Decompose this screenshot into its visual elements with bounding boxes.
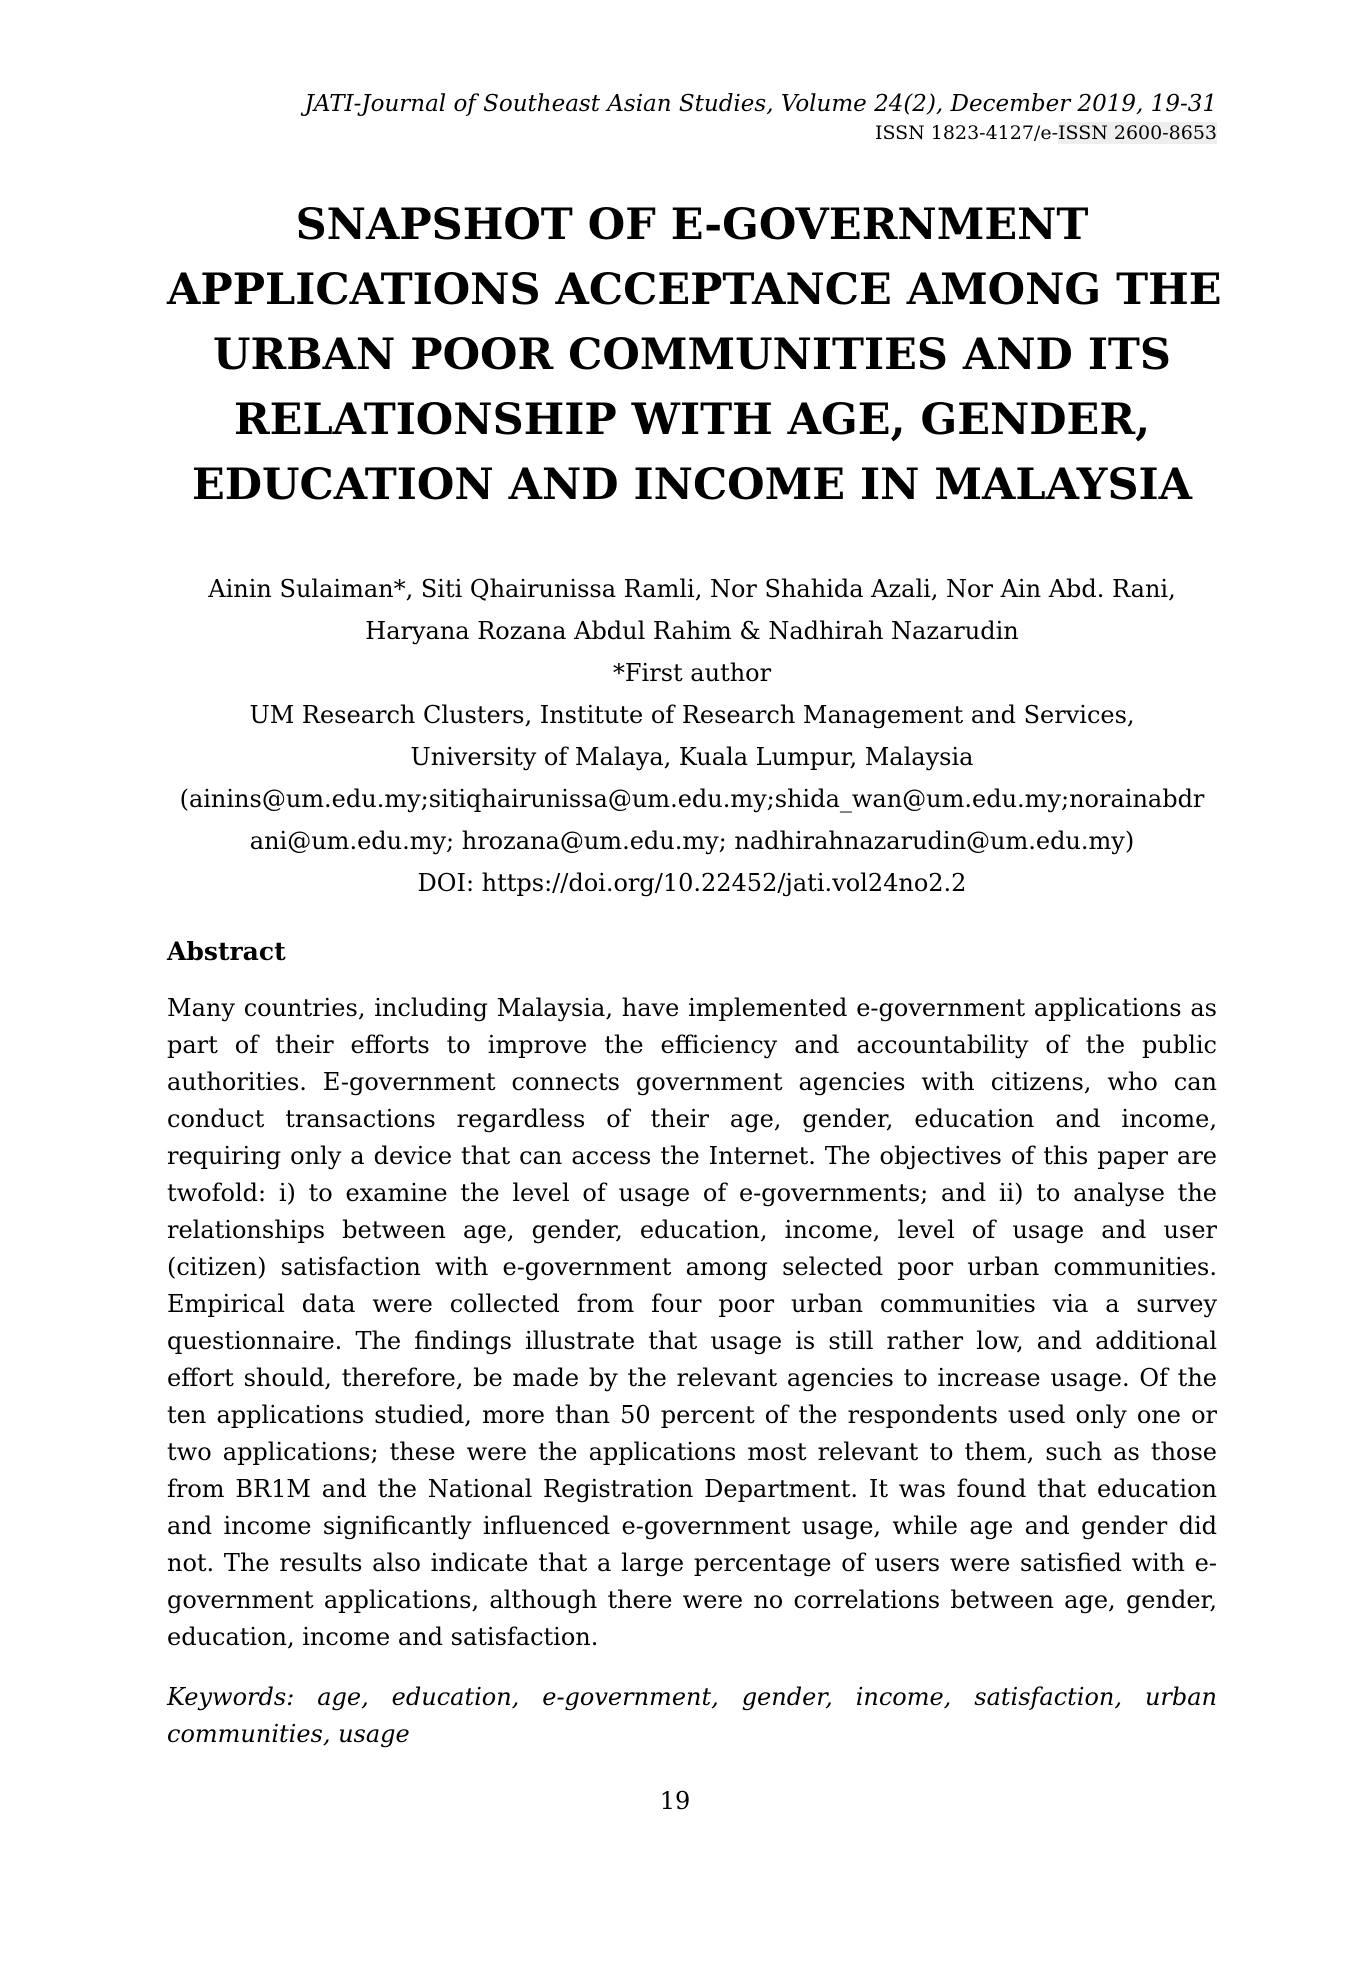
paper-title	[167, 193, 1222, 518]
doi-line: DOI: https://doi.org/10.22452/jati.vol24no2.2	[417, 869, 967, 897]
title-line-3: URBAN POOR COMMUNITIES AND ITS	[213, 330, 1171, 380]
page-number: 19	[659, 1787, 691, 1815]
author-emails-line-2: ani@um.edu.my; hrozana@um.edu.my; nadhirahnazarudin@um.edu.my)	[249, 827, 1135, 855]
journal-header	[167, 88, 1217, 147]
issn-electronic-highlighted: ISSN 2600-8653	[1058, 122, 1217, 144]
title-line-1: SNAPSHOT OF E-GOVERNMENT	[295, 200, 1089, 250]
abstract-heading: Abstract	[167, 937, 286, 966]
author-names-line-1: Ainin Sulaiman*, Siti Qhairunissa Ramli, Nor Shahida Azali, Nor Ain Abd. Rani,	[208, 575, 1176, 603]
affiliation-line-2: University of Malaya, Kuala Lumpur, Malaysia	[410, 743, 974, 771]
title-line-4: RELATIONSHIP WITH AGE, GENDER,	[233, 395, 1151, 445]
affiliation-line-1: UM Research Clusters, Institute of Research Management and Services,	[249, 701, 1135, 729]
issn-print: ISSN 1823-4127/e-	[874, 122, 1058, 144]
title-line-2: APPLICATIONS ACCEPTANCE AMONG THE	[167, 265, 1222, 315]
issn-line	[167, 120, 1217, 147]
journal-citation-line: JATI-Journal of Southeast Asian Studies, Volume 24(2), December 2019, 19-31	[304, 91, 1217, 117]
keywords-line: Keywords: age, education, e-government, gender, income, satisfaction, urban communities, usage	[167, 1683, 1217, 1748]
author-names-line-2: Haryana Rozana Abdul Rahim & Nadhirah Nazarudin	[365, 617, 1019, 645]
first-author-note: *First author	[612, 659, 772, 687]
author-emails-line-1: (ainins@um.edu.my;sitiqhairunissa@um.edu.my;shida_wan@um.edu.my;norainabdr	[179, 785, 1205, 813]
title-line-5: EDUCATION AND INCOME IN MALAYSIA	[191, 460, 1193, 510]
abstract-text: Many countries, including Malaysia, have implemented e-government applications as part of their efforts to improve the efficiency and accountability of the public authorities. E-government connects government agencies with citizens, who can conduct transactions regardless of their age, gender, education and income, requiring only a device that can access the Internet. The objectives of this paper are twofold: i) to examine the level of usage of e-governments; and ii) to analyse the relationships between age, gender, education, income, level of usage and user (citizen) satisfaction with e-government among selected poor urban communities. Empirical data were collected from four poor urban communities via a survey questionnaire. The findings illustrate that usage is still rather low, and additional effort should, therefore, be made by the relevant agencies to increase usage. Of the ten applications studied, more than 50 percent of the respondents used only one or two applications; these were the applications most relevant to them, such as those from BR1M and the National Registration Department. It was found that education and income significantly influenced e-government usage, while age and gender did not. The results also indicate that a large percentage of users were satisfied with e-government applications, although there were no correlations between age, gender, education, income and satisfaction.	[167, 994, 1217, 1651]
authors-block	[167, 568, 1217, 904]
